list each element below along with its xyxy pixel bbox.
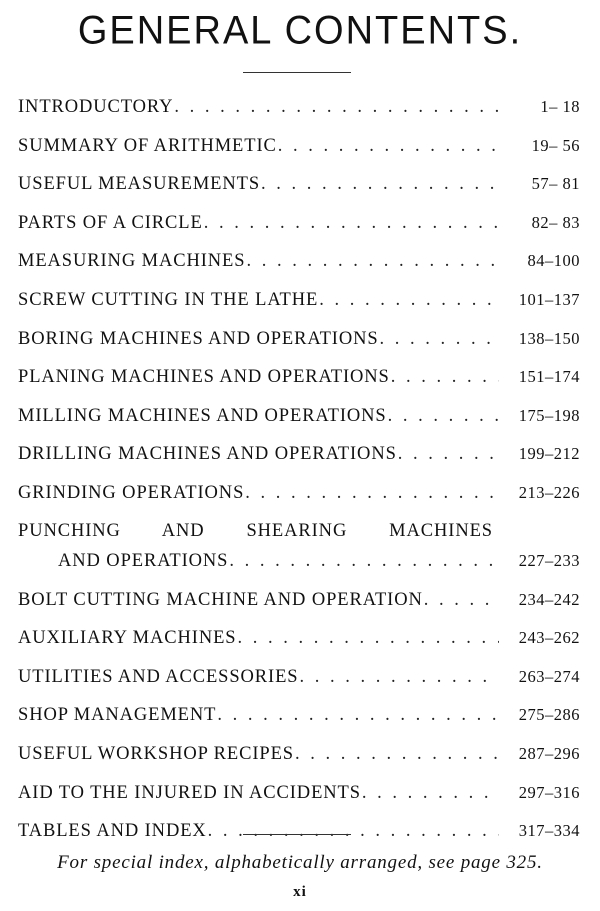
toc-entry-pages: 101–137 [518,289,580,309]
toc-entry-label: MEASURING MACHINES [18,251,246,272]
toc-entry-milling [18,397,580,436]
contents-list [18,88,580,851]
dot-leader [295,736,499,774]
dot-leader [391,359,499,397]
dot-leader [261,166,499,204]
toc-entry-pages: 263–274 [518,666,580,686]
toc-entry-label: USEFUL WORKSHOP RECIPES [18,743,294,764]
toc-entry-pages: 84–100 [527,251,580,271]
toc-entry-label: SCREW CUTTING IN THE LATHE [18,289,319,310]
toc-entry-arithmetic [18,127,580,166]
toc-entry-introductory [18,88,580,127]
toc-entry-pages: 243–262 [518,628,580,648]
toc-entry-pages: 1– 18 [540,97,580,116]
toc-entry-recipes [18,735,580,774]
toc-entry-utilities [18,658,580,697]
toc-entry-label: BOLT CUTTING MACHINE AND OPERATION [18,589,423,610]
toc-entry-pages: 227–233 [518,550,580,570]
dot-leader [245,475,499,513]
toc-entry-drilling [18,435,580,474]
toc-entry-pages: 138–150 [518,328,580,348]
toc-entry-label: PUNCHING AND SHEARING MACHINES [18,520,493,541]
toc-entry-measurements [18,165,580,204]
dot-leader [278,128,499,166]
special-index-note: For special index, alphabetically arranged, see page 325. [57,852,543,873]
toc-entry-pages: 317–334 [518,821,580,841]
toc-entry-pages: 234–242 [518,589,580,609]
toc-entry-pages: 151–174 [518,367,580,387]
footer-divider [243,834,351,835]
dot-leader [246,243,499,281]
toc-entry-pages: 297–316 [518,782,580,802]
page-number: xi [293,884,307,900]
toc-entry-label-line2: AND OPERATIONS [58,550,229,571]
dot-leader [388,398,499,436]
toc-entry-label: BORING MACHINES AND OPERATIONS [18,328,379,349]
toc-entry-shop-management [18,696,580,735]
toc-entry-label: AUXILIARY MACHINES [18,628,237,649]
title-divider [243,72,351,73]
toc-entry-pages: 275–286 [518,705,580,725]
toc-entry-label: TABLES AND INDEX [18,821,207,842]
dot-leader [362,775,499,813]
toc-entry-label: USEFUL MEASUREMENTS [18,174,261,195]
dot-leader [208,813,499,851]
toc-entry-label: UTILITIES AND ACCESSORIES [18,666,299,687]
toc-entry-planing [18,358,580,397]
dot-leader [398,436,499,474]
toc-entry-pages: 175–198 [518,405,580,425]
toc-entry-label: AID TO THE INJURED IN ACCIDENTS [18,782,361,803]
toc-entry-pages: 213–226 [518,482,580,502]
toc-entry-injured [18,774,580,813]
toc-entry-label: INTRODUCTORY [18,97,174,117]
dot-leader [380,321,499,359]
dot-leader [204,205,499,243]
toc-entry-continuation [18,546,580,581]
toc-entry-label: PLANING MACHINES AND OPERATIONS [18,367,390,388]
toc-entry-pages: 287–296 [518,743,580,763]
toc-entry-pages: 57– 81 [531,174,580,194]
dot-leader [174,89,499,127]
toc-entry-measuring-machines [18,242,580,281]
toc-entry-label: SHOP MANAGEMENT [18,705,217,726]
toc-entry-punching [18,513,580,581]
toc-entry-circle [18,204,580,243]
toc-entry-boring [18,320,580,359]
dot-leader [424,582,499,620]
dot-leader [319,282,499,320]
toc-entry-label: GRINDING OPERATIONS [18,482,245,503]
dot-leader [300,659,500,697]
toc-entry-bolt-cutting [18,581,580,620]
toc-entry-grinding [18,474,580,513]
toc-entry-label: PARTS OF A CIRCLE [18,212,203,233]
toc-entry-label: DRILLING MACHINES AND OPERATIONS [18,444,397,465]
page-title: GENERAL CONTENTS. [77,8,523,54]
toc-entry-label: SUMMARY OF ARITHMETIC [18,135,277,156]
toc-entry-tables-index [18,812,580,851]
toc-entry-auxiliary [18,619,580,658]
dot-leader [217,697,499,735]
toc-entry-label: MILLING MACHINES AND OPERATIONS [18,405,387,426]
toc-entry-pages: 199–212 [518,444,580,464]
toc-entry-pages: 82– 83 [531,212,580,232]
dot-leader [229,547,499,576]
toc-entry-screw-cutting [18,281,580,320]
toc-entry-pages: 19– 56 [531,135,580,155]
dot-leader [238,620,500,658]
